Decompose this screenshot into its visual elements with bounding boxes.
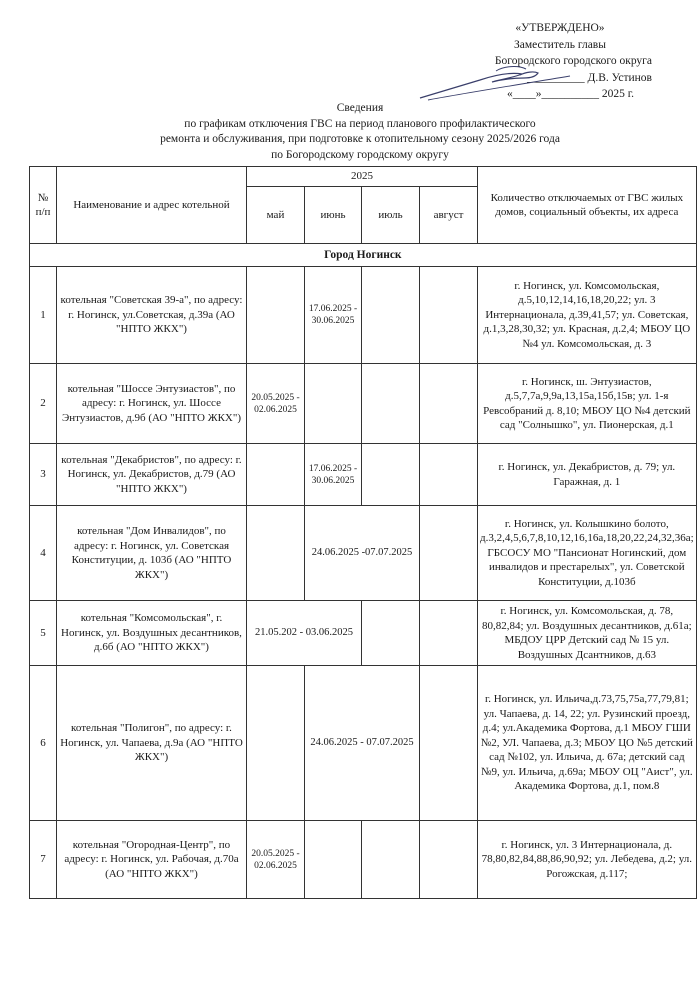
row-num: 1 [30,267,57,364]
row-boiler: котельная "Дом Инвалидов", по адресу: г. Ногинск, ул. Советская Конституции, д. 103б (АО "НПТО ЖКХ") [57,506,247,601]
row-dates: 17.06.2025 - 30.06.2025 [305,444,362,506]
row-july-cell [362,821,420,899]
approval-position-1: Заместитель главы [514,38,606,51]
row-num: 6 [30,666,57,821]
document-title [120,101,600,163]
row-dates: 20.05.2025 - 02.06.2025 [247,364,305,444]
row-august-cell [420,267,478,364]
title-line-4: по Богородскому городскому округу [271,148,449,161]
row-dates: 21.05.202 - 03.06.2025 [247,601,362,666]
row-boiler: котельная "Шоссе Энтузиастов", по адресу: г. Ногинск, ул. Шоссе Энтузиастов, д.9б (АО "НПТО ЖКХ") [57,364,247,444]
row-affected: г. Ногинск, ул. Ильича,д.73,75,75а,77,79,81; ул. Чапаева, д. 14, 22; ул. Рузинский проезд, д.4; ул.Академика Фортова, д.1 МБОУ ГШИ №2, УЛ. Чапаева, д.3; МБОУ ЦО №5 детский сад №102, ул. Ильича, д. 67а; детский сад №9, ул. Ильича, д.69а; МБОУ ОЦ "Аист", ул. Академика Фортова, д.1, пом.8 [478,666,697,821]
title-line-3: ремонта и обслуживания, при подготовке к отопительному сезону 2025/2026 года [160,133,560,145]
row-june-cell [305,821,362,899]
handwritten-signature [400,56,590,106]
row-august-cell [420,821,478,899]
row-august-cell [420,601,478,666]
row-july-cell [362,364,420,444]
row-affected: г. Ногинск, ул. Декабристов, д. 79; ул. Гаражная, д. 1 [478,444,697,506]
header-name: Наименование и адрес котельной [57,167,247,244]
row-num: 2 [30,364,57,444]
row-august-cell [420,506,478,601]
row-dates: 24.06.2025 - 07.07.2025 [305,666,420,821]
row-dates: 17.06.2025 - 30.06.2025 [305,267,362,364]
row-boiler: котельная "Полигон", по адресу: г. Ногинск, ул. Чапаева, д.9а (АО "НПТО ЖКХ") [57,666,247,821]
row-may-cell [247,444,305,506]
row-dates: 24.06.2025 -07.07.2025 [305,506,420,601]
header-month-july: июль [362,187,420,244]
schedule-table [29,166,697,899]
header-year: 2025 [247,167,478,187]
row-boiler: котельная "Советская 39-а", по адресу: г. Ногинск, ул.Советская, д.39а (АО "НПТО ЖКХ") [57,267,247,364]
header-month-august: август [420,187,478,244]
row-affected: г. Ногинск, ш. Энтузиастов, д.5,7,7а,9,9а,13,15а,15б,15в; ул. 1-я Ревсобраний д. 8,10; МБОУ ЦО №4 детский сад "Солнышко", ул. Пионерская, д.1 [478,364,697,444]
table-row [30,444,697,506]
row-boiler: котельная "Комсомольская", г. Ногинск, ул. Воздушных десантников, д.6б (АО "НПТО ЖКХ") [57,601,247,666]
row-num: 5 [30,601,57,666]
table-row [30,821,697,899]
table-row [30,506,697,601]
city-name: Город Ногинск [30,244,697,267]
row-july-cell [362,601,420,666]
approval-date: «____»__________ 2025 г. [506,88,634,100]
row-affected: г. Ногинск, ул. 3 Интернационала, д. 78,80,82,84,88,86,90,92; ул. Лебедева, д.2; ул. Рогожская, д.117; [478,821,697,899]
row-august-cell [420,364,478,444]
table-row [30,267,697,364]
approval-signer: Д.В. Устинов [587,71,652,84]
signature-underline: __________ [527,71,585,84]
title-line-1: Сведения [336,102,384,114]
row-boiler: котельная "Декабристов", по адресу: г. Ногинск, ул. Декабристов, д.79 (АО "НПТО ЖКХ") [57,444,247,506]
header-num: № п/п [30,167,57,244]
row-boiler: котельная "Огородная-Центр", по адресу: г. Ногинск, ул. Рабочая, д.70а (АО "НПТО ЖКХ") [57,821,247,899]
row-affected: г. Ногинск, ул. Комсомольская, д.5,10,12,14,16,18,20,22; ул. 3 Интернационала, д.39,41,57; ул. Советская, д.1,3,28,30,32; ул. Красная, д.2,4; МБОУ ЦО №4 ул. Комсомольская, д. 3 [478,267,697,364]
title-line-2: по графикам отключения ГВС на период планового профилактического [184,117,536,130]
table-row [30,601,697,666]
row-may-cell [247,506,305,601]
row-august-cell [420,666,478,821]
city-row [30,244,697,267]
row-may-cell [247,267,305,364]
row-june-cell [305,364,362,444]
table-row [30,364,697,444]
header-affected: Количество отключаемых от ГВС жилых домов, социальный объекты, их адреса [478,167,697,244]
row-dates: 20.05.2025 - 02.06.2025 [247,821,305,899]
table-row [30,666,697,821]
approval-position-2: Богородского городского округа [494,55,652,67]
approval-stamp: «УТВЕРЖДЕНО» [515,22,605,34]
row-may-cell [247,666,305,821]
row-num: 3 [30,444,57,506]
row-affected: г. Ногинск, ул. Колышкино болото, д.3,2,4,5,6,7,8,10,12,16,16а,18,20,22,24,32,36а; ГБСОСУ МО "Пансионат Ногинский, дом инвалидов и престарелых", ул. Советской Конституции, д.103б [478,506,697,601]
header-month-may: май [247,187,305,244]
header-month-june: июнь [305,187,362,244]
row-num: 7 [30,821,57,899]
row-august-cell [420,444,478,506]
row-num: 4 [30,506,57,601]
row-july-cell [362,444,420,506]
row-affected: г. Ногинск, ул. Комсомольская, д. 78, 80,82,84; ул. Воздушных десантников, д.61а; МБДОУ ЦРР Детский сад № 15 ул. Воздушных Дсантников, д.63 [478,601,697,666]
row-july-cell [362,267,420,364]
